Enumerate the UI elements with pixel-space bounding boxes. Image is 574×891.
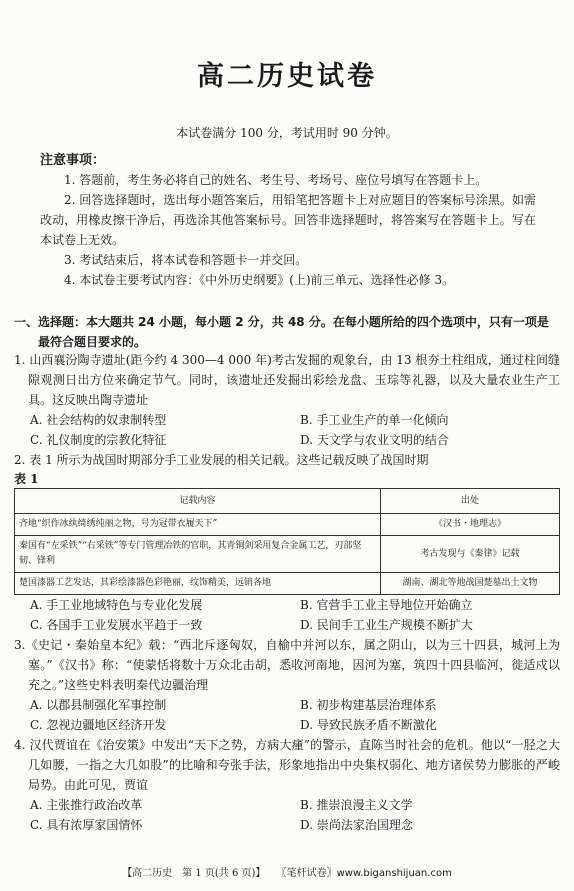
option-d: D. 天文学与农业文明的结合 <box>300 433 449 447</box>
page-footer <box>0 864 574 879</box>
notice-list <box>40 170 536 290</box>
table-cell: 《汉书・地理志》 <box>381 514 560 536</box>
option-group <box>14 795 560 835</box>
exam-meta: 本试卷满分 100 分，考试用时 90 分钟。 <box>176 126 398 140</box>
question-3 <box>14 635 560 735</box>
option-b: B. 官营手工业主导地位开始确立 <box>300 598 473 612</box>
option-group <box>14 695 560 735</box>
section-heading-line: 一、选择题：本大题共 24 小题，每小题 2 分，共 48 分。在每小题所给的四个选项中，只有一项是 <box>14 315 549 329</box>
question-4 <box>14 735 560 835</box>
notice-item: 3. 考试结束后，将本试卷和答题卡一并交回。 <box>64 253 308 267</box>
section-heading-line: 最符合题目要求的。 <box>38 335 147 349</box>
table-caption: 表 1 <box>14 472 39 486</box>
page-title: 高二历史试卷 <box>197 61 377 92</box>
option-a: A. 社会结构的奴隶制转型 <box>30 413 167 427</box>
table-cell: 湖南、湖北等地战国楚墓出土文物 <box>381 573 560 595</box>
question-stem: 4. 汉代贾谊在《治安策》中发出“天下之势，方病大瘇”的警示，直陈当时社会的危机。他以“一胫之大几如腰，一指之大几如股”的比喻和夸张手法，形象地指出中央集权弱化、地方诸侯势力膨胀的严峻局势。由此可见，贾谊 <box>14 738 560 792</box>
table-row <box>15 573 560 595</box>
option-b: B. 初步构建基层治理体系 <box>300 698 437 712</box>
table-header: 出处 <box>381 489 560 514</box>
option-d: D. 民间手工业生产规模不断扩大 <box>300 618 473 632</box>
option-b: B. 推崇浪漫主义文学 <box>300 798 413 812</box>
option-group <box>14 595 560 635</box>
records-table <box>14 488 560 595</box>
option-a: A. 以郡县制强化军事控制 <box>30 698 167 712</box>
notice-item: 1. 答题前，考生务必将自己的姓名、考生号、考场号、座位号填写在答题卡上。 <box>64 173 488 187</box>
question-2 <box>14 450 560 635</box>
option-b: B. 手工业生产的单一化倾向 <box>300 413 449 427</box>
table-header: 记载内容 <box>15 489 381 514</box>
option-a: A. 主张推行政治改革 <box>30 798 143 812</box>
table-cell: 楚国漆器工艺发达，其彩绘漆器色彩艳丽，纹饰精美，远销各地 <box>15 573 381 595</box>
table-row <box>15 536 560 573</box>
question-list <box>14 350 560 835</box>
question-stem: 2. 表 1 所示为战国时期部分手工业发展的相关记载。这些记载反映了战国时期 <box>14 453 429 467</box>
table-cell: 秦国有“左采铁”“右采铁”等专门管理冶铁的官职，其青铜剑采用复合金属工艺，刃部坚韧、锋利 <box>15 536 381 573</box>
question-stem: 3.《史记・秦始皇本纪》载：“西北斥逐匈奴，自榆中并河以东，属之阴山，以为三十四县，城河上为塞。”《汉书》称：“使蒙恬将数十万众北击胡，悉收河南地，因河为塞，筑四十四县临河，徙适戍以充之。”这些史料表明秦代边疆治理 <box>14 638 560 692</box>
option-c: C. 各国手工业发展水平趋于一致 <box>30 618 203 632</box>
option-d: D. 崇尚法家治国理念 <box>300 818 413 832</box>
option-a: A. 手工业地域特色与专业化发展 <box>30 598 203 612</box>
option-group <box>14 410 560 450</box>
table-header-row <box>15 489 560 514</box>
table-cell: 齐地“织作冰纨绮绣纯丽之物，号为冠带衣履天下” <box>15 514 381 536</box>
table-cell: 考古发现与《秦律》记载 <box>381 536 560 573</box>
question-stem: 1. 山西襄汾陶寺遗址(距今约 4 300—4 000 年)考古发掘的观象台，由 13 根夯土柱组成，通过柱间缝隙观测日出方位来确定节气。同时，该遗址还发掘出彩绘龙盘、玉琮等礼器，以及大量农业生产工具。这反映出陶寺遗址 <box>14 353 560 407</box>
option-c: C. 礼仪制度的宗教化特征 <box>30 433 167 447</box>
notice-heading: 注意事项： <box>40 153 106 168</box>
option-d: D. 导致民族矛盾不断激化 <box>300 718 437 732</box>
page-number: 【高二历史 第 1 页(共 6 页)】 <box>122 868 266 879</box>
section-heading <box>14 312 554 352</box>
table-row <box>15 514 560 536</box>
notice-item: 4. 本试卷主要考试内容：《中外历史纲要》(上)前三单元、选择性必修 3。 <box>64 273 455 287</box>
notice-item: 2. 回答选择题时，选出每小题答案后，用铅笔把答题卡上对应题目的答案标号涂黑。如需改动，用橡皮擦干净后，再选涂其他答案标号。回答非选择题时，将答案写在答题卡上。写在本试卷上无效。 <box>40 193 536 247</box>
option-c: C. 具有浓厚家国情怀 <box>30 818 143 832</box>
brand-link[interactable]: 〖笔杆试卷〗www.biganshijuan.com <box>276 868 452 879</box>
question-1 <box>14 350 560 450</box>
option-c: C. 忽视边疆地区经济开发 <box>30 718 167 732</box>
